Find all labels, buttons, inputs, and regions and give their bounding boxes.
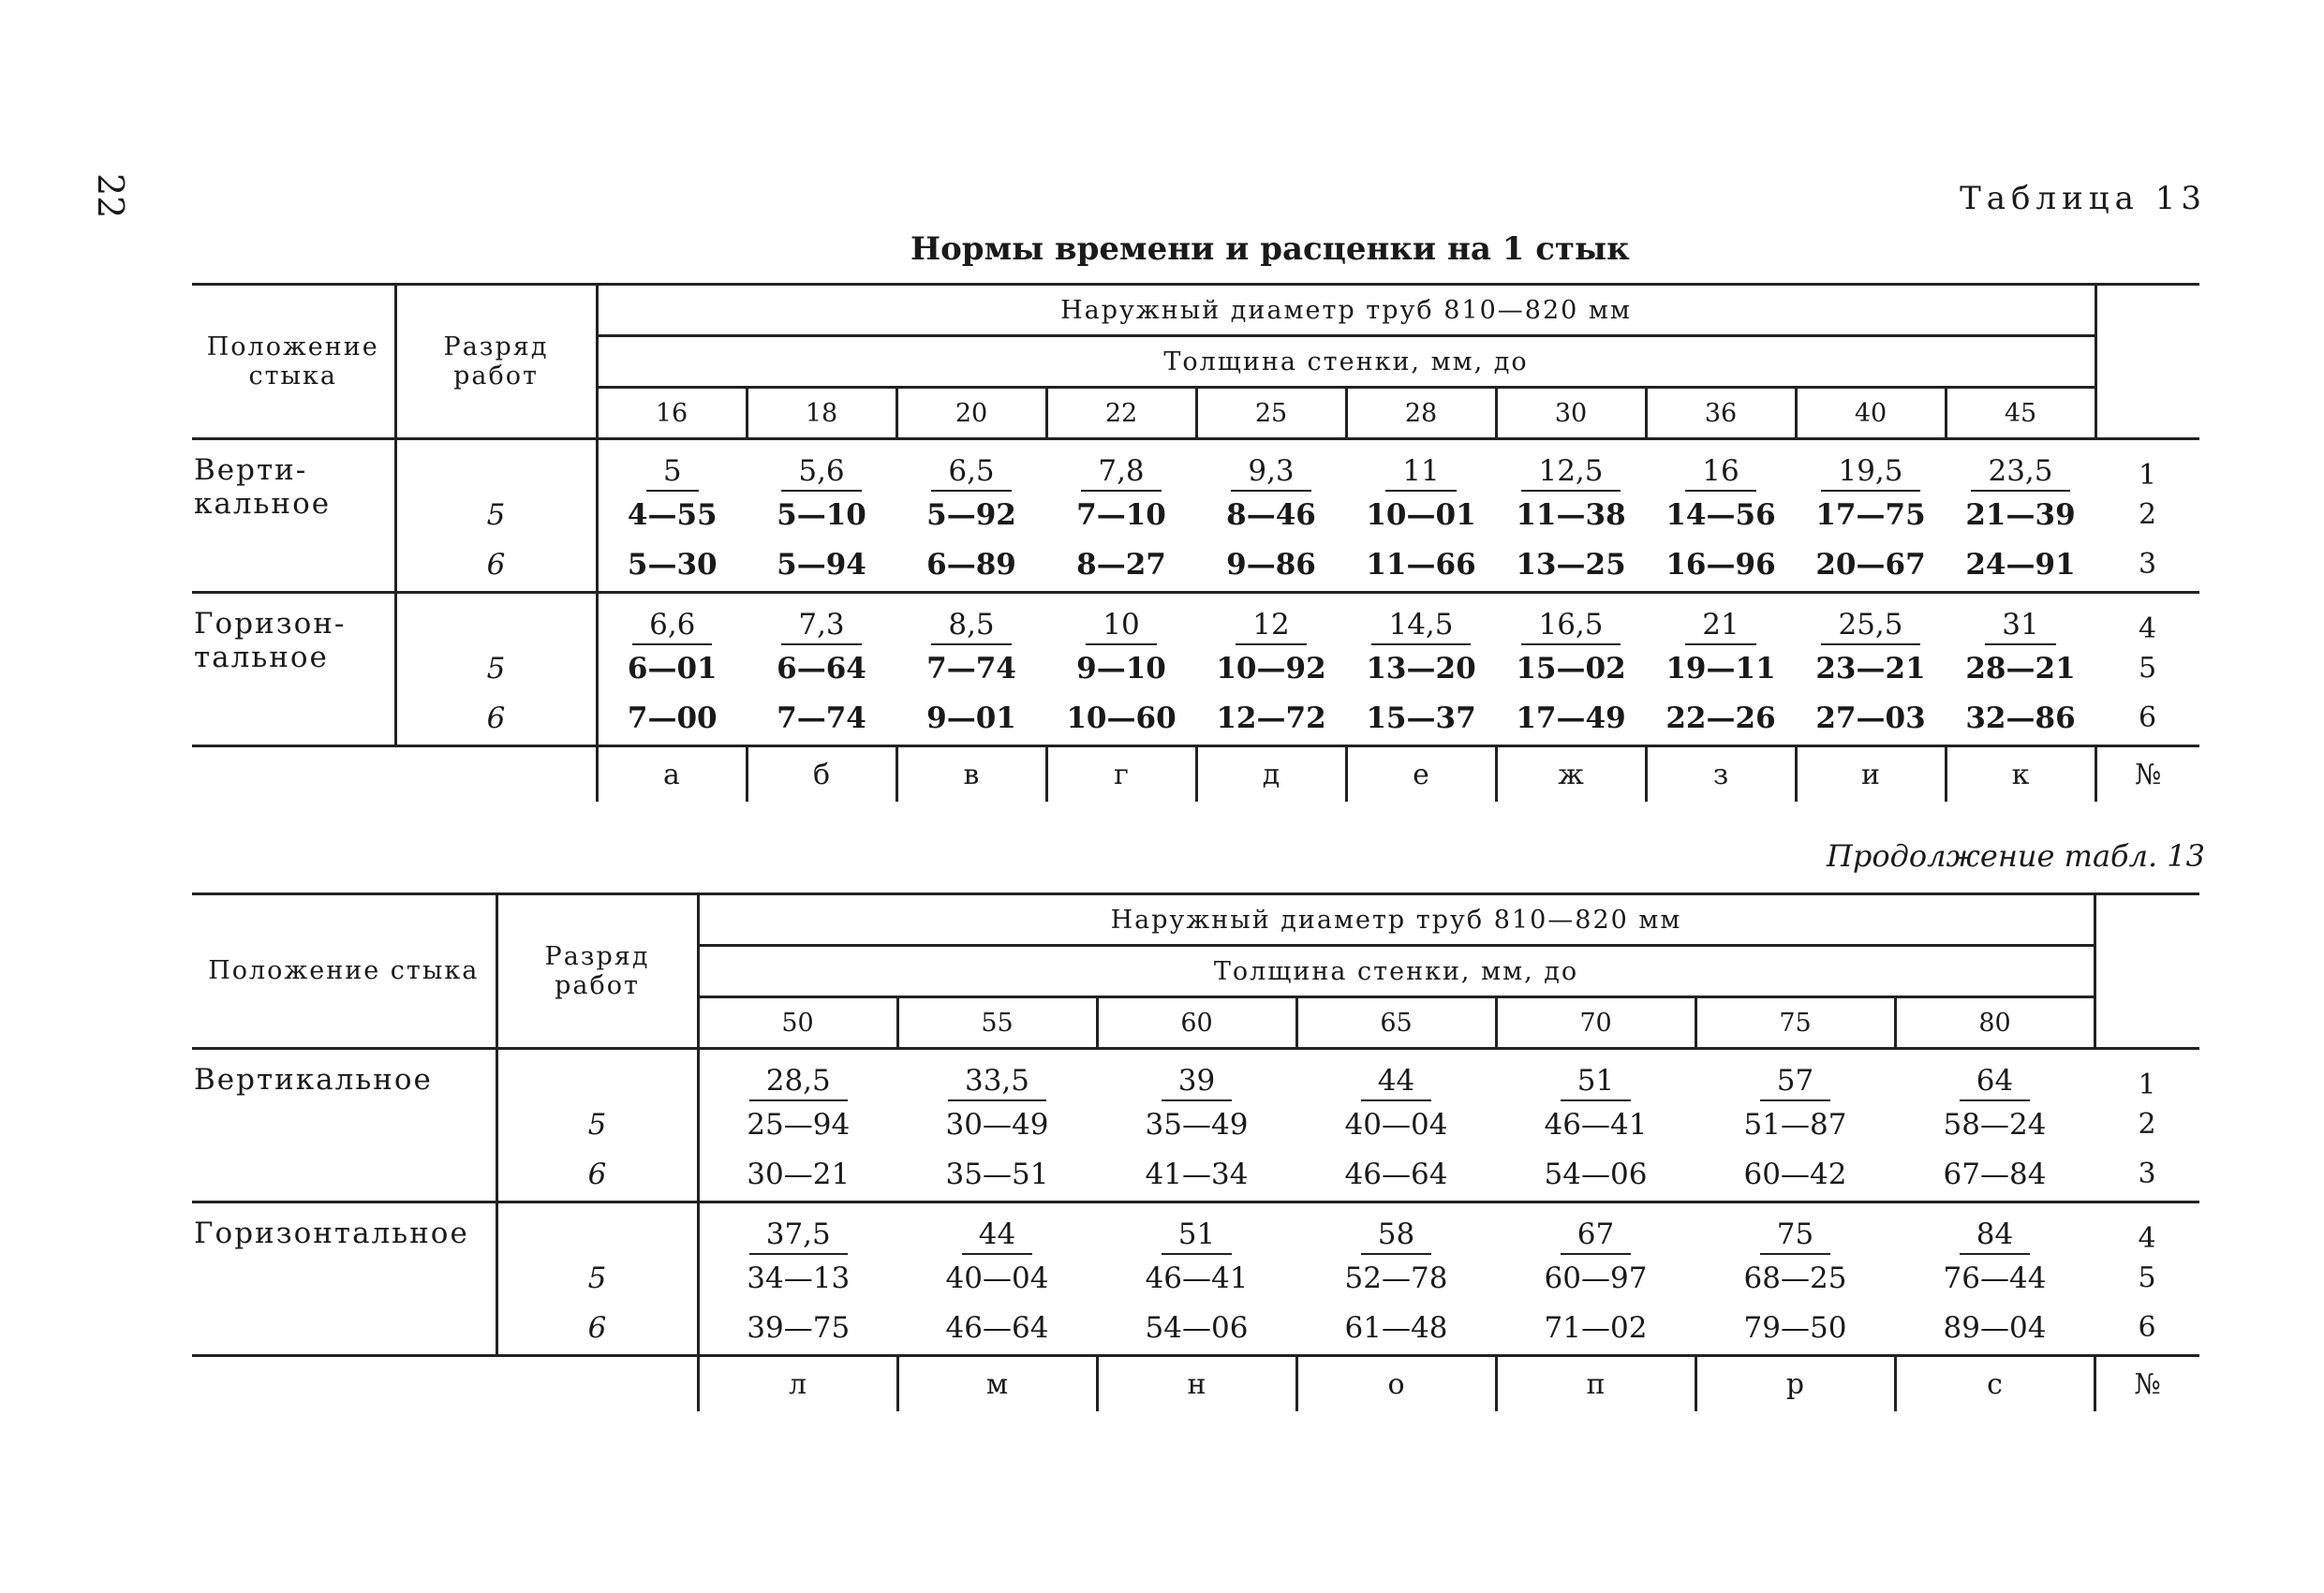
letter-spacer — [395, 746, 597, 803]
norm-value: 64 — [1960, 1064, 2030, 1101]
rate-cell: 35—51 — [897, 1148, 1097, 1202]
position-cell — [192, 1202, 496, 1356]
thickness-cell: 60 — [1097, 997, 1296, 1049]
norm-cell — [1646, 593, 1796, 645]
norm-value: 10 — [1086, 608, 1156, 645]
norm-cell — [1496, 593, 1646, 645]
rate-cell: 46—41 — [1145, 1261, 1249, 1295]
rate-cell: 17—49 — [1496, 692, 1646, 746]
grade-cell: 5 — [496, 1255, 698, 1302]
letter-spacer — [496, 1356, 698, 1412]
column-letter: п — [1496, 1356, 1695, 1412]
norm-value: 51 — [1561, 1064, 1631, 1101]
position-line: тальное — [194, 641, 329, 674]
norm-cell — [1895, 1202, 2095, 1255]
norm-cell — [1496, 1202, 1695, 1255]
row-number: 2 — [2138, 498, 2157, 531]
norm-value: 14,5 — [1371, 608, 1470, 645]
row-number: 6 — [2095, 1302, 2199, 1356]
rate-cell: 60—42 — [1695, 1148, 1895, 1202]
num-label: № — [2134, 1367, 2161, 1401]
rate-cell: 5—92 — [926, 497, 1016, 532]
rate-cell: 21—39 — [1965, 497, 2076, 532]
rate-cell: 67—84 — [1895, 1148, 2095, 1202]
norm-value: 12 — [1236, 608, 1306, 645]
rate-cell: 39—75 — [698, 1302, 897, 1356]
thickness-cell: 25 — [1196, 388, 1346, 439]
rate-cell: 9—86 — [1196, 538, 1346, 593]
norm-cell — [1496, 1049, 1695, 1101]
rate-cell: 9—01 — [896, 692, 1046, 746]
norm-row — [192, 1202, 2199, 1255]
norm-cell — [597, 593, 747, 645]
norm-cell — [698, 1202, 897, 1255]
letter-row — [192, 1356, 2199, 1412]
rate-cell: 7—74 — [926, 651, 1016, 686]
position-cell — [192, 593, 395, 746]
rate-cell: 32—86 — [1946, 692, 2095, 746]
norm-cell — [1946, 593, 2095, 645]
thickness-cell: 16 — [597, 388, 747, 439]
norm-cell — [1097, 1202, 1296, 1255]
rate-cell: 15—02 — [1516, 651, 1626, 686]
grade-cell: 5 — [395, 645, 597, 692]
header-row — [192, 285, 2199, 336]
rate-cell: 58—24 — [1943, 1107, 2047, 1142]
norm-value: 44 — [1361, 1064, 1431, 1101]
rate-cell: 23—21 — [1815, 651, 1926, 686]
rate-cell: 20—67 — [1796, 538, 1946, 593]
grade-header-line: Разряд — [443, 332, 549, 361]
grade-cell: 6 — [496, 1302, 698, 1356]
grade-cell: 6 — [395, 692, 597, 746]
norm-value: 37,5 — [749, 1217, 848, 1255]
norm-cell — [1646, 439, 1796, 492]
rate-cell: 13—25 — [1496, 538, 1646, 593]
norm-cell — [1895, 1049, 2095, 1101]
norm-row — [192, 439, 2199, 492]
norm-cell — [896, 593, 1046, 645]
rate-cell: 52—78 — [1344, 1261, 1448, 1295]
num-header — [2095, 285, 2199, 439]
position-header — [192, 285, 395, 439]
page-number: 22 — [90, 173, 131, 219]
norm-value: 58 — [1361, 1217, 1431, 1255]
column-letter: о — [1296, 1356, 1496, 1412]
norm-cell — [747, 593, 896, 645]
rate-cell: 8—27 — [1046, 538, 1196, 593]
norm-cell — [1296, 1202, 1496, 1255]
norm-value: 75 — [1760, 1217, 1830, 1255]
column-letter: д — [1196, 746, 1346, 803]
norm-value: 12,5 — [1521, 454, 1620, 492]
column-letter: г — [1046, 746, 1196, 803]
norm-cell — [1046, 439, 1196, 492]
grade-cell — [395, 593, 597, 645]
column-letter: з — [1646, 746, 1796, 803]
norm-value: 84 — [1960, 1217, 2030, 1255]
position-line: Горизонтальное — [194, 1217, 469, 1250]
grade-header-line: работ — [555, 971, 640, 1000]
position-line: Горизон- — [194, 607, 347, 641]
rate-cell: 10—01 — [1366, 497, 1476, 532]
rate-cell: 76—44 — [1943, 1261, 2047, 1295]
position-header-line: Положение — [206, 332, 379, 361]
diameter-header: Наружный диаметр труб 810—820 мм — [698, 894, 2095, 946]
rate-cell: 40—04 — [1344, 1107, 1448, 1142]
norm-cell — [1296, 1049, 1496, 1101]
letter-spacer — [192, 746, 395, 803]
norms-table-2 — [192, 892, 2199, 1411]
position-cell — [192, 1049, 496, 1202]
rate-cell: 6—64 — [777, 651, 866, 686]
thickness-header: Толщина стенки, мм, до — [597, 336, 2095, 388]
rate-cell: 6—01 — [627, 651, 718, 686]
column-letter: к — [1946, 746, 2095, 803]
table-label: Таблица 13 — [1960, 180, 2207, 217]
grade-cell: 6 — [395, 538, 597, 593]
norm-cell — [1796, 439, 1946, 492]
norm-cell — [1695, 1049, 1895, 1101]
row-number: 5 — [2138, 652, 2157, 685]
position-line: Верти- — [194, 453, 308, 487]
norm-cell — [897, 1049, 1097, 1101]
diameter-header: Наружный диаметр труб 810—820 мм — [597, 285, 2095, 336]
grade-header-line: работ — [453, 361, 539, 391]
column-letter: м — [897, 1356, 1097, 1412]
norm-value: 6,6 — [632, 608, 712, 645]
row-number: 1 — [2138, 1068, 2156, 1101]
norm-value: 57 — [1760, 1064, 1830, 1101]
rate-cell: 30—49 — [945, 1107, 1049, 1142]
position-header-line: Положение стыка — [208, 956, 480, 986]
norm-cell — [1796, 593, 1946, 645]
thickness-cell: 30 — [1496, 388, 1646, 439]
column-letter: б — [747, 746, 896, 803]
norm-value: 67 — [1561, 1217, 1631, 1255]
norm-cell — [897, 1202, 1097, 1255]
norm-cell — [1346, 439, 1496, 492]
rate-cell: 54—06 — [1496, 1148, 1695, 1202]
grade-cell: 5 — [496, 1101, 698, 1148]
norm-value: 7,8 — [1081, 454, 1161, 492]
rate-cell: 11—66 — [1346, 538, 1496, 593]
rate-cell: 25—94 — [747, 1107, 851, 1142]
position-line: Вертикальное — [194, 1063, 433, 1097]
rate-cell: 24—91 — [1946, 538, 2095, 593]
rate-cell: 4—55 — [627, 497, 718, 532]
rate-cell: 12—72 — [1196, 692, 1346, 746]
rate-cell: 28—21 — [1965, 651, 2076, 686]
thickness-cell: 20 — [896, 388, 1046, 439]
rate-cell: 61—48 — [1296, 1302, 1496, 1356]
row-number: 4 — [2138, 612, 2157, 645]
row-number: 5 — [2138, 1261, 2156, 1294]
rate-row — [192, 538, 2199, 593]
rate-cell: 35—49 — [1145, 1107, 1249, 1142]
column-letter: р — [1695, 1356, 1895, 1412]
norm-value: 39 — [1162, 1064, 1232, 1101]
thickness-header: Толщина стенки, мм, до — [698, 946, 2095, 997]
grade-cell: 6 — [496, 1148, 698, 1202]
row-number: 4 — [2138, 1221, 2156, 1255]
column-letter: и — [1796, 746, 1946, 803]
thickness-cell: 75 — [1695, 997, 1895, 1049]
rate-cell: 7—00 — [597, 692, 747, 746]
row-number: 6 — [2095, 692, 2199, 746]
rate-cell: 5—94 — [747, 538, 896, 593]
rate-cell: 5—30 — [597, 538, 747, 593]
rate-cell: 46—64 — [1296, 1148, 1496, 1202]
norm-cell — [1496, 439, 1646, 492]
rate-cell: 19—11 — [1665, 651, 1776, 686]
position-header — [192, 894, 496, 1049]
norms-table-1 — [192, 283, 2199, 802]
thickness-cell: 40 — [1796, 388, 1946, 439]
thickness-cell: 80 — [1895, 997, 2095, 1049]
norm-cell — [1046, 593, 1196, 645]
thickness-cell: 18 — [747, 388, 896, 439]
rate-cell: 10—92 — [1216, 651, 1326, 686]
thickness-cell: 36 — [1646, 388, 1796, 439]
grade-header — [496, 894, 698, 1049]
grade-cell: 5 — [395, 492, 597, 538]
rate-cell: 79—50 — [1695, 1302, 1895, 1356]
norm-value: 51 — [1162, 1217, 1232, 1255]
norm-cell — [1695, 1202, 1895, 1255]
rate-cell: 7—74 — [747, 692, 896, 746]
rate-cell: 14—56 — [1665, 497, 1776, 532]
rate-cell: 10—60 — [1046, 692, 1196, 746]
rate-cell: 8—46 — [1226, 497, 1316, 532]
rate-cell: 71—02 — [1496, 1302, 1695, 1356]
norm-value: 44 — [962, 1217, 1032, 1255]
rate-cell: 30—21 — [698, 1148, 897, 1202]
letter-spacer — [192, 1356, 496, 1412]
rate-cell: 34—13 — [747, 1261, 851, 1295]
rate-row — [192, 645, 2199, 692]
norm-value: 6,5 — [931, 454, 1011, 492]
rate-cell: 11—38 — [1516, 497, 1626, 532]
rate-cell: 5—10 — [777, 497, 866, 532]
rate-row — [192, 492, 2199, 538]
rate-cell: 17—75 — [1815, 497, 1926, 532]
rate-cell: 54—06 — [1097, 1302, 1296, 1356]
rate-row — [192, 692, 2199, 746]
thickness-cell: 65 — [1296, 997, 1496, 1049]
rate-cell: 41—34 — [1097, 1148, 1296, 1202]
rate-cell: 46—64 — [897, 1302, 1097, 1356]
norm-cell — [896, 439, 1046, 492]
rate-cell: 27—03 — [1796, 692, 1946, 746]
column-letter: л — [698, 1356, 897, 1412]
rate-cell: 13—20 — [1366, 651, 1476, 686]
thickness-cell: 28 — [1346, 388, 1496, 439]
norm-cell — [1346, 593, 1496, 645]
thickness-cell: 22 — [1046, 388, 1196, 439]
grade-cell — [395, 439, 597, 492]
rate-cell: 60—97 — [1544, 1261, 1648, 1295]
position-line: кальное — [194, 487, 332, 521]
thickness-cell: 55 — [897, 997, 1097, 1049]
rate-cell: 89—04 — [1895, 1302, 2095, 1356]
letter-row — [192, 746, 2199, 803]
thickness-cell: 45 — [1946, 388, 2095, 439]
rate-cell: 68—25 — [1743, 1261, 1847, 1295]
norm-value: 7,3 — [781, 608, 861, 645]
column-letter: в — [896, 746, 1046, 803]
grade-cell — [496, 1202, 698, 1255]
norm-cell — [698, 1049, 897, 1101]
norm-value: 8,5 — [931, 608, 1011, 645]
grade-header — [395, 285, 597, 439]
row-number: 3 — [2095, 538, 2199, 593]
thickness-cell: 50 — [698, 997, 897, 1049]
norm-value: 11 — [1385, 454, 1456, 492]
norm-cell — [1097, 1049, 1296, 1101]
norm-value: 5 — [646, 454, 699, 492]
norm-value: 23,5 — [1971, 454, 2069, 492]
num-label: № — [2135, 758, 2162, 791]
norm-value: 31 — [1985, 608, 2055, 645]
rate-cell: 9—10 — [1076, 651, 1166, 686]
norm-value: 16 — [1685, 454, 1755, 492]
norm-value: 16,5 — [1521, 608, 1620, 645]
norm-value: 33,5 — [948, 1064, 1046, 1101]
table-title: Нормы времени и расценки на 1 стык — [910, 230, 1630, 268]
column-letter: с — [1895, 1356, 2095, 1412]
column-letter: ж — [1496, 746, 1646, 803]
norm-value: 5,6 — [781, 454, 861, 492]
norm-row — [192, 593, 2199, 645]
row-number: 3 — [2095, 1148, 2199, 1202]
thickness-cell: 70 — [1496, 997, 1695, 1049]
position-cell — [192, 439, 395, 593]
rate-cell: 7—10 — [1076, 497, 1166, 532]
rate-cell: 40—04 — [945, 1261, 1049, 1295]
rate-cell: 51—87 — [1743, 1107, 1847, 1142]
row-number: 2 — [2138, 1108, 2156, 1141]
grade-header-line: Разряд — [544, 941, 650, 971]
rate-cell: 6—89 — [896, 538, 1046, 593]
norm-value: 25,5 — [1821, 608, 1919, 645]
norm-cell — [1946, 439, 2095, 492]
continuation-label: Продолжение табл. 13 — [1826, 838, 2205, 874]
column-letter: н — [1097, 1356, 1296, 1412]
rate-cell: 16—96 — [1646, 538, 1796, 593]
norm-cell — [1196, 593, 1346, 645]
column-letter: а — [597, 746, 747, 803]
norm-cell — [1196, 439, 1346, 492]
position-header-line: стыка — [248, 361, 338, 391]
column-letter: е — [1346, 746, 1496, 803]
num-header — [2095, 894, 2199, 1049]
norm-value: 19,5 — [1821, 454, 1919, 492]
norm-value: 9,3 — [1231, 454, 1310, 492]
grade-cell — [496, 1049, 698, 1101]
rate-cell: 15—37 — [1346, 692, 1496, 746]
rate-cell: 46—41 — [1544, 1107, 1648, 1142]
norm-value: 28,5 — [749, 1064, 848, 1101]
rate-cell: 22—26 — [1646, 692, 1796, 746]
norm-cell — [747, 439, 896, 492]
row-number: 1 — [2138, 458, 2157, 492]
norm-row — [192, 1049, 2199, 1101]
header-row — [192, 894, 2199, 946]
norm-value: 21 — [1685, 608, 1755, 645]
norm-cell — [597, 439, 747, 492]
